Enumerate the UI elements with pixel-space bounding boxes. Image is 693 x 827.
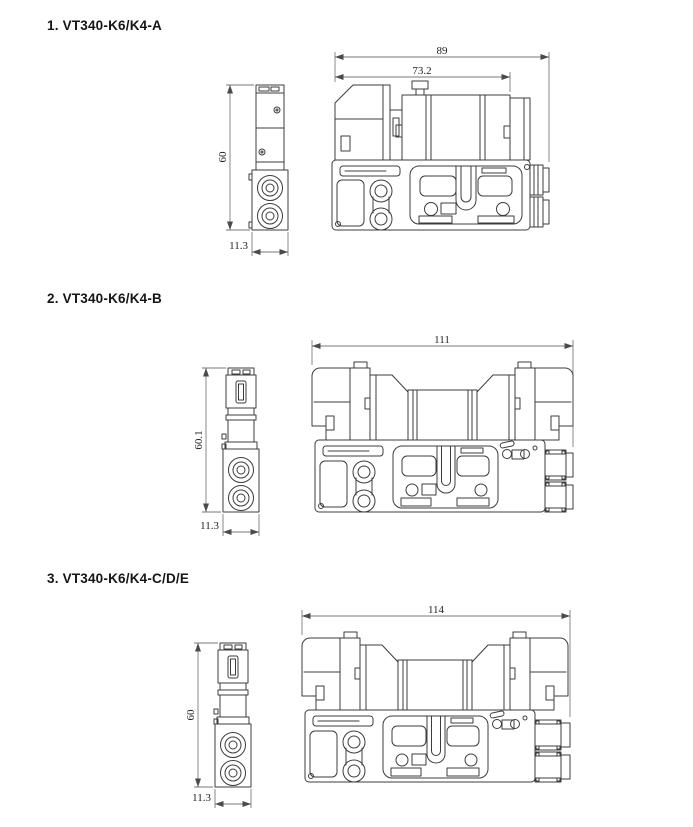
side-width-label: 11.3 [192, 792, 211, 804]
side-width-label: 11.3 [200, 520, 219, 532]
front-view [312, 362, 573, 512]
side-height-label: 60 [185, 709, 197, 721]
side-view [214, 643, 251, 787]
dimension-side-height [193, 368, 226, 512]
drawing-vt340-k6-k4-cde [180, 600, 610, 827]
overall-width-label: 89 [436, 45, 448, 57]
section-3-title: 3. VT340-K6/K4-C/D/E [47, 571, 190, 586]
side-width-label: 11.3 [229, 240, 248, 252]
side-view [222, 368, 259, 512]
side-height-label: 60 [217, 151, 229, 163]
dimension-side-width [229, 232, 288, 256]
overall-width-label: 114 [427, 604, 445, 616]
dimension-side-height [217, 85, 254, 230]
dimension-overall-width [335, 45, 549, 162]
front-view [332, 81, 549, 230]
dimension-body-width [335, 65, 510, 92]
drawing-vt340-k6-k4-a [190, 40, 570, 270]
drawing-vt340-k6-k4-b [180, 330, 610, 555]
section-1-title: 1. VT340-K6/K4-A [47, 18, 162, 33]
dimension-side-width [200, 514, 259, 536]
section-2-title: 2. VT340-K6/K4-B [47, 291, 162, 306]
front-view [302, 632, 570, 782]
dimension-side-width [192, 789, 251, 808]
dimension-side-height [185, 643, 218, 787]
side-height-label: 60.1 [193, 430, 205, 450]
side-view [249, 85, 288, 230]
body-width-label: 73.2 [412, 65, 432, 77]
overall-width-label: 111 [434, 334, 450, 346]
